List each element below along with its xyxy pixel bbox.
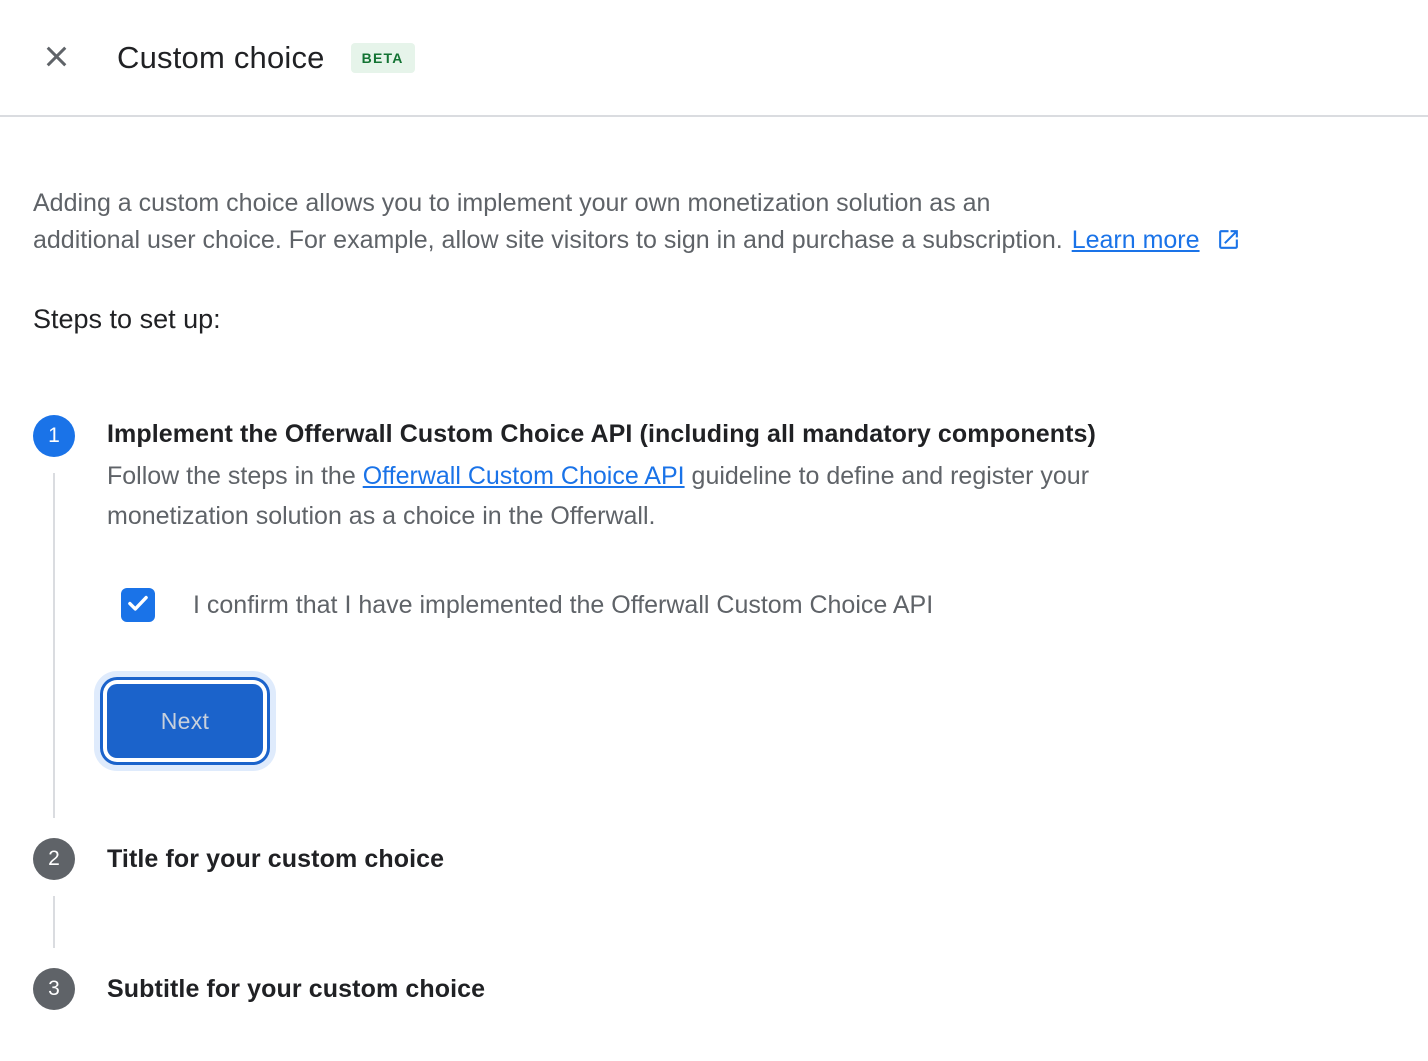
confirm-row [121,588,1395,622]
next-button[interactable]: Next [107,684,263,758]
step-2-rail [33,838,75,968]
step-1-body-prefix: Follow the steps in the [107,462,363,490]
step-3 [33,968,1395,1010]
step-connector [53,473,55,818]
dialog-header [0,0,1428,117]
step-1-rail [33,415,75,838]
step-1-body-suffix: guideline to define and register your monetization solution as a choice in the Offerwall. [107,462,1090,530]
step-1 [33,415,1395,838]
step-2-title: Title for your custom choice [107,844,445,873]
confirm-checkbox[interactable] [121,588,155,622]
page-title: Custom choice [117,39,325,75]
step-3-number-badge: 3 [33,968,75,1010]
step-1-number-badge: 1 [33,415,75,457]
confirm-checkbox-label: I confirm that I have implemented the Offerwall Custom Choice API [193,590,934,619]
close-button[interactable] [33,35,79,81]
close-icon [41,41,72,75]
checkmark-icon [125,590,151,621]
intro-line-2 [33,222,1395,263]
step-2 [33,838,1395,968]
intro-text [33,185,1395,263]
beta-badge: BETA [351,43,415,73]
external-link-icon[interactable] [1209,230,1241,258]
offerwall-api-link[interactable]: Offerwall Custom Choice API [362,462,685,490]
step-3-rail [33,968,75,1010]
steps-heading: Steps to set up: [33,304,221,334]
step-3-title: Subtitle for your custom choice [107,974,486,1003]
step-1-description [107,456,1197,536]
learn-more-link[interactable]: Learn more [1071,226,1200,254]
step-connector [53,896,55,948]
steps-list [33,415,1395,1010]
step-2-number-badge: 2 [33,838,75,880]
intro-line-1: Adding a custom choice allows you to implement your own monetization solution as an [33,189,991,217]
intro-line-2-text: additional user choice. For example, allow site visitors to sign in and purchase a subscription. [33,226,1063,254]
step-1-title: Implement the Offerwall Custom Choice API (including all mandatory components) [107,420,1096,448]
